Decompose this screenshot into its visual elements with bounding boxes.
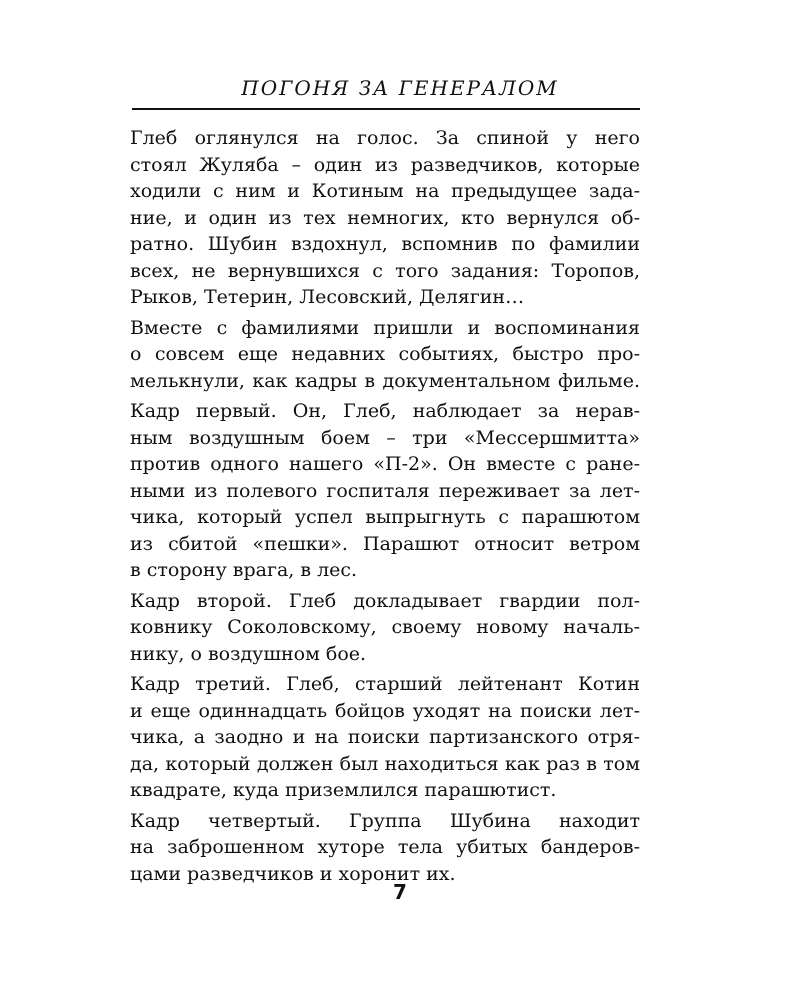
- text-line: ным воздушным боем – три «Мессершмитта»: [130, 426, 640, 449]
- text-line: против одного нашего «П-2». Он вместе с ране-: [130, 453, 640, 475]
- text-line: в сторону врага, в лес.: [130, 559, 358, 581]
- text-line: да, который должен был находиться как раз в том: [130, 752, 640, 775]
- text-line: мелькнули, как кадры в документальном фильме.: [130, 369, 640, 392]
- body-text: [130, 125, 640, 891]
- paragraph-4: [130, 588, 640, 668]
- text-line: ние, и один из тех немногих, кто вернулся об-: [130, 206, 640, 229]
- text-line: на заброшенном хуторе тела убитых бандеров-: [130, 836, 640, 858]
- text-line: ными из полевого госпиталя переживает за лет-: [130, 479, 640, 502]
- running-header: ПОГОНЯ ЗА ГЕНЕРАЛОМ: [241, 76, 559, 100]
- text-line: квадрате, куда приземлился парашютист.: [130, 779, 557, 801]
- paragraph-2: [130, 315, 640, 395]
- text-line: и еще одиннадцать бойцов уходят на поиски лет-: [130, 699, 640, 722]
- line-text: Глеб оглянулся на голос. За спиной у него: [130, 127, 640, 149]
- text-line: ковнику Соколовскому, своему новому началь-: [130, 616, 640, 638]
- text-line: Кадр первый. Он, Глеб, наблюдает за нерав-: [130, 400, 640, 422]
- paragraph-6: [130, 808, 640, 888]
- page-number: 7: [393, 880, 407, 904]
- text-line: цами разведчиков и хоронит их.: [130, 862, 456, 885]
- text-line: чика, который успел выпрыгнуть с парашютом: [130, 506, 640, 528]
- text-line: стоял Жуляба – один из разведчиков, которые: [130, 153, 640, 176]
- text-line: Кадр второй. Глеб докладывает гвардии пол-: [130, 589, 640, 612]
- text-line: нику, о воздушном бое.: [130, 642, 367, 665]
- text-line: ходили с ним и Котиным на предыдущее зада-: [130, 180, 640, 202]
- text-line: Вместе с фамилиями пришли и воспоминания: [130, 316, 640, 339]
- paragraph-3: [130, 398, 640, 584]
- text-line: о совсем еще недавних событиях, быстро про-: [130, 343, 640, 365]
- text-line: Рыков, Тетерин, Лесовский, Делягин…: [130, 286, 525, 308]
- text-line: Кадр четвертый. Группа Шубина находит: [130, 809, 640, 832]
- paragraph-5: [130, 671, 640, 804]
- text-line: всех, не вернувшихся с того задания: Торопов,: [130, 259, 640, 282]
- text-line: ратно. Шубин вздохнул, вспомнив по фамилии: [130, 233, 640, 255]
- text-line: [130, 125, 640, 152]
- paragraph-1: [130, 125, 640, 311]
- header-rule: [132, 108, 640, 110]
- text-line: из сбитой «пешки». Парашют относит ветром: [130, 532, 640, 555]
- text-line: Кадр третий. Глеб, старший лейтенант Котин: [130, 673, 640, 695]
- text-line: чика, а заодно и на поиски партизанского отря-: [130, 726, 640, 748]
